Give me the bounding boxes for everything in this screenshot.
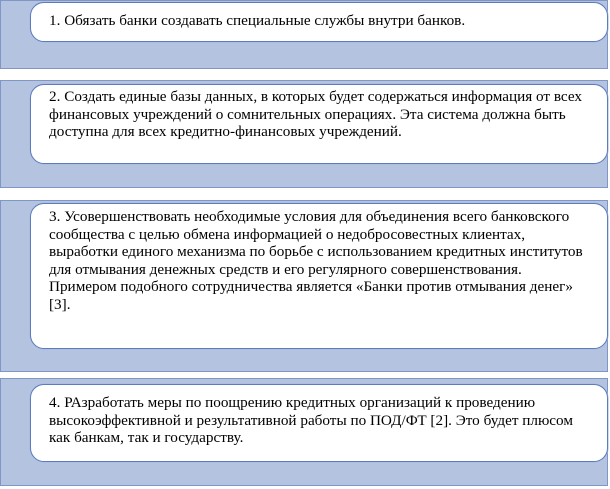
step-4-text: 4. РАзработать меры по поощрению кредитных организаций к проведению высокоэффективной и результативной работы по ПОД/ФТ [2]. Это будет плюсом как банкам, так и государству. — [49, 394, 573, 446]
step-4-card — [30, 384, 608, 462]
step-1-text: 1. Обязать банки создавать специальные службы внутри банков. — [49, 12, 466, 29]
step-3-text: 3. Усовершенствовать необходимые условия для объединения всего банковского сообщества с целью обмена информацией о недобросовестных клиентах, выработки единого механизма по борьбе с использованием кредитных институтов для отмывания денежных средств и его регулярного совершенствования. Примером подобного сотрудничества является «Банки против отмывания денег» [3]. — [49, 208, 583, 313]
step-2-text: 2. Создать единые базы данных, в которых будет содержаться информация от всех финансовых учреждений о сомнительных операциях. Эта система должна быть доступна для всех кредитно-финансовых учреждений. — [49, 88, 582, 140]
step-1-card — [30, 2, 608, 42]
step-3-card — [30, 203, 608, 349]
step-2-card — [30, 84, 608, 164]
